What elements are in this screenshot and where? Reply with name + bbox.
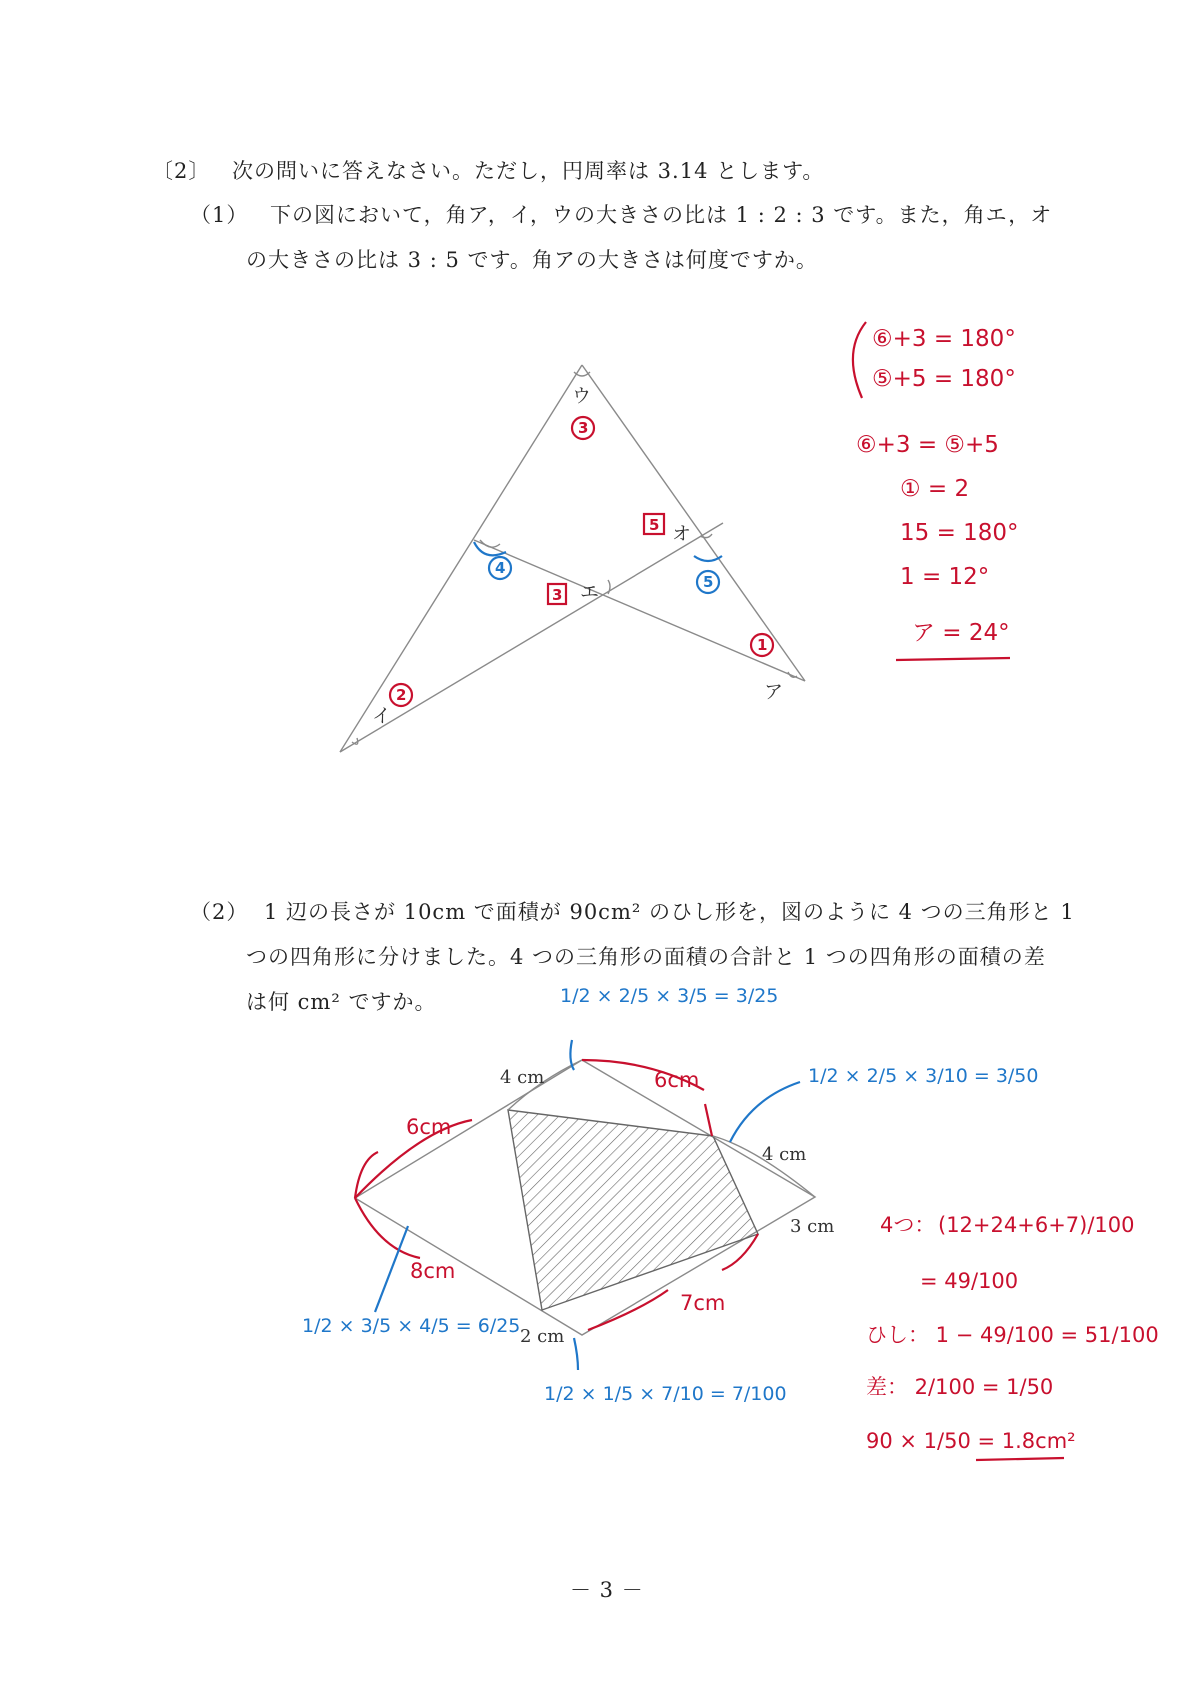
q1-number: （1） [190, 203, 249, 227]
hw-7cm: 7cm [680, 1291, 726, 1315]
work-rhombus: ひし： 1 − 49/100 = 51/100 [866, 1323, 1159, 1347]
length-right-label: 4 cm [762, 1144, 807, 1165]
q2-text-line3: は何 cm² ですか。 [246, 990, 437, 1014]
section-instruction: 次の問いに答えなさい。ただし，円周率は 3.14 とします。 [232, 159, 825, 183]
length-right2-label: 3 cm [790, 1216, 835, 1237]
length-bottom-label: 2 cm [520, 1326, 565, 1347]
frac-bottom: 1/2 × 1/5 × 7/10 = 7/100 [544, 1383, 787, 1405]
vertex-e-label: エ [580, 581, 600, 603]
vertex-a-label: ア [764, 681, 784, 703]
work-diff: 差： 2/100 = 1/50 [866, 1375, 1054, 1399]
work-eq1: ⑥+3 = 180° [872, 326, 1016, 352]
work-final: 90 × 1/50 = 1.8cm² [866, 1429, 1076, 1453]
vertex-u-label: ウ [572, 385, 592, 407]
work-answer: ア = 24° [912, 620, 1010, 646]
work-four-result: = 49/100 [920, 1269, 1019, 1293]
hw-6cm-left: 6cm [406, 1115, 452, 1139]
work-eq4: ① = 2 [900, 476, 970, 502]
box-o: 5 [649, 516, 660, 534]
work-four-label: 4つ： [880, 1213, 936, 1237]
length-top-label: 4 cm [500, 1067, 545, 1088]
work-eq5: 15 = 180° [900, 520, 1019, 546]
work-eq3: ⑥+3 = ⑤+5 [856, 432, 999, 458]
mark-i-circled: 2 [396, 686, 407, 704]
q2-text-line2: つの四角形に分けました。4 つの三角形の面積の合計と 1 つの四角形の面積の差 [246, 945, 1046, 969]
mark-angle-5: 5 [703, 573, 714, 591]
vertex-i-label: イ [372, 705, 392, 727]
work-four-expr: (12+24+6+7)/100 [938, 1213, 1135, 1237]
section-label: 〔2〕 [152, 159, 211, 183]
mark-a-circled: 1 [757, 636, 768, 654]
work-eq6: 1 = 12° [900, 564, 990, 590]
mark-u-circled: 3 [578, 419, 589, 437]
hw-8cm: 8cm [410, 1259, 456, 1283]
q2-text-line1: 1 辺の長さが 10cm で面積が 90cm² のひし形を，図のように 4 つの三角形と 1 [264, 900, 1075, 924]
vertex-o-label: オ [672, 523, 692, 545]
q1-text-line1: 下の図において，角ア，イ，ウの大きさの比は 1 : 2 : 3 です。また，角エ，オ [270, 203, 1053, 227]
frac-right: 1/2 × 2/5 × 3/10 = 3/50 [808, 1065, 1039, 1087]
frac-left: 1/2 × 3/5 × 4/5 = 6/25 [302, 1315, 521, 1337]
q1-text-line2: の大きさの比は 3 : 5 です。角アの大きさは何度ですか。 [246, 248, 818, 272]
q2-number: （2） [190, 900, 249, 924]
hw-6cm-top: 6cm [654, 1068, 700, 1092]
frac-top: 1/2 × 2/5 × 3/5 = 3/25 [560, 985, 779, 1007]
box-e: 3 [552, 586, 563, 604]
page-number: － 3 － [570, 1578, 644, 1602]
work-eq2: ⑤+5 = 180° [872, 366, 1016, 392]
mark-angle-4: 4 [495, 559, 506, 577]
